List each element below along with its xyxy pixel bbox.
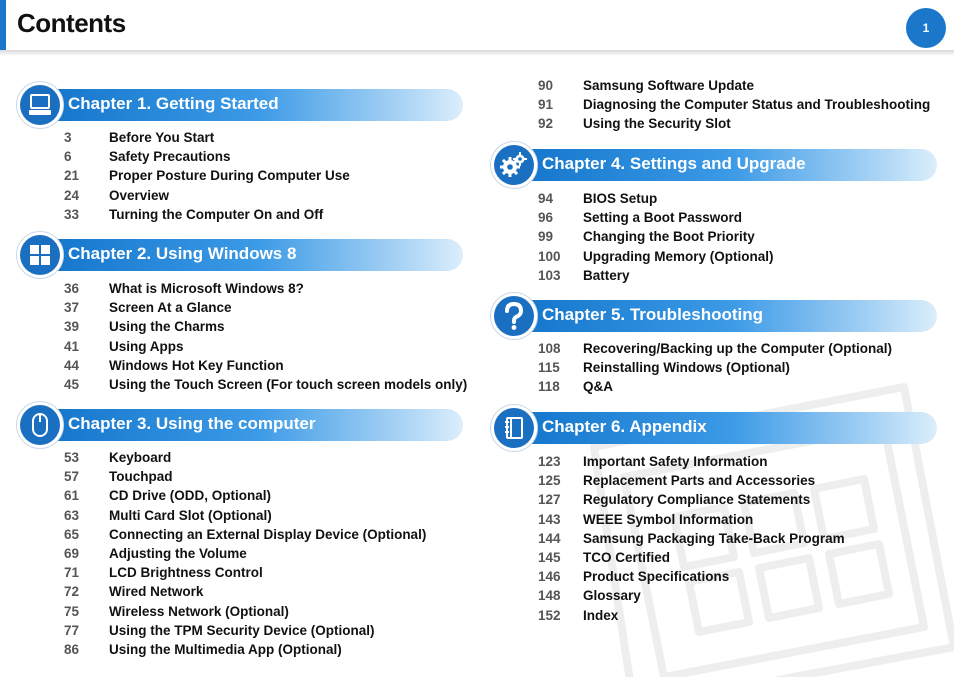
toc-page-number: 53 [64, 450, 80, 465]
toc-page-number: 123 [538, 454, 561, 469]
toc-page-number: 118 [538, 379, 560, 395]
page-number-badge: 1 [906, 8, 946, 48]
toc-page-number: 37 [64, 300, 80, 316]
toc-page-number: 115 [538, 360, 560, 376]
toc-label: Safety Precautions [109, 149, 231, 165]
toc-page-number: 77 [64, 622, 80, 638]
chapter-3-title: Chapter 3. Using the computer [68, 414, 316, 433]
toc-label: Screen At a Glance [109, 300, 232, 316]
toc-page-number: 108 [538, 341, 561, 356]
toc-page-number: 63 [64, 507, 80, 523]
toc-label: Product Specifications [583, 569, 730, 585]
toc-label: Diagnosing the Computer Status and Troubleshooting [583, 97, 931, 113]
toc-page-number: 3 [64, 130, 72, 145]
toc-label: Index [583, 607, 619, 623]
toc-page-number: 146 [538, 569, 561, 585]
toc-page-number: 92 [538, 116, 554, 132]
toc-label: Connecting an External Display Device (Optional) [109, 526, 427, 542]
chapter-5-title: Chapter 5. Troubleshooting [542, 305, 764, 324]
toc-page-number: 127 [538, 492, 561, 508]
laptop-icon [27, 92, 53, 118]
toc-label: TCO Certified [583, 549, 671, 565]
toc-page-number: 91 [538, 97, 554, 113]
toc-label: Using the Multimedia App (Optional) [109, 641, 342, 657]
toc-page-number: 24 [64, 187, 80, 203]
toc-page-number: 36 [64, 281, 80, 296]
chapter-4-header[interactable] [490, 141, 937, 189]
toc-page-number: 57 [64, 469, 80, 485]
toc-page-number: 65 [64, 526, 80, 542]
toc-page-number: 152 [538, 607, 561, 623]
header-divider [0, 50, 954, 56]
toc-page-number: 71 [64, 565, 80, 581]
toc-label: WEEE Symbol Information [583, 511, 754, 527]
toc-label: Overview [109, 187, 170, 203]
toc-label: Reinstalling Windows (Optional) [583, 360, 790, 376]
toc-page-number: 6 [64, 149, 72, 165]
page-title: Contents [17, 8, 126, 38]
toc-page-number: 39 [64, 319, 80, 335]
mouse-icon [28, 411, 52, 439]
toc-label: Adjusting the Volume [109, 545, 247, 561]
toc-label: Using the Security Slot [583, 116, 731, 132]
toc-label: Glossary [583, 588, 641, 604]
windows-logo-icon [28, 243, 52, 267]
chapter-2-header[interactable] [16, 231, 463, 279]
toc-label: What is Microsoft Windows 8? [109, 281, 304, 296]
toc-page-number: 145 [538, 549, 561, 565]
chapter-5-header[interactable] [490, 292, 937, 340]
toc-label: Using the Touch Screen (For touch screen models only) [109, 376, 468, 392]
toc-page-number: 144 [538, 530, 561, 546]
toc-page-number: 143 [538, 511, 561, 527]
gears-icon [499, 150, 529, 180]
toc-page-number: 96 [538, 210, 554, 226]
toc-page-number: 148 [538, 588, 561, 604]
toc-label: Turning the Computer On and Off [109, 206, 324, 222]
toc-label: Proper Posture During Computer Use [109, 168, 350, 184]
toc-label: Changing the Boot Priority [583, 229, 755, 245]
chapter-1-title: Chapter 1. Getting Started [68, 94, 279, 113]
chapter-4-title: Chapter 4. Settings and Upgrade [542, 154, 806, 173]
toc-page-number: 100 [538, 248, 561, 264]
chapter-6-title: Chapter 6. Appendix [542, 417, 707, 436]
toc-label: Q&A [583, 379, 613, 395]
toc-page-number: 94 [538, 191, 554, 206]
toc-label: Multi Card Slot (Optional) [109, 507, 272, 523]
toc-label: Wireless Network (Optional) [109, 603, 289, 619]
chapter-6-header[interactable] [490, 404, 937, 452]
toc-page-number: 99 [538, 229, 554, 245]
chapter-3-header[interactable] [16, 401, 463, 449]
toc-label: Before You Start [109, 130, 215, 145]
chapter-2-title: Chapter 2. Using Windows 8 [68, 244, 297, 263]
toc-label: Replacement Parts and Accessories [583, 473, 816, 489]
toc-page-number: 44 [64, 357, 80, 373]
toc-label: Samsung Packaging Take-Back Program [583, 530, 845, 546]
toc-label: Windows Hot Key Function [109, 357, 284, 373]
toc-label: Samsung Software Update [583, 78, 755, 93]
toc-page-number: 75 [64, 603, 80, 619]
toc-label: Using the Charms [109, 319, 225, 335]
toc-label: LCD Brightness Control [109, 565, 263, 581]
toc-page-number: 61 [64, 488, 80, 504]
toc-page-number: 125 [538, 473, 561, 489]
chapter-1-header[interactable] [16, 81, 463, 129]
toc-label: BIOS Setup [583, 191, 658, 206]
toc-label: Wired Network [109, 584, 204, 600]
header-accent-bar [0, 0, 6, 50]
toc-page-number: 69 [64, 545, 80, 561]
question-mark-icon [501, 301, 527, 331]
toc-label: Using the TPM Security Device (Optional) [109, 622, 375, 638]
toc-page-number: 103 [538, 267, 561, 283]
toc-page-number: 21 [64, 168, 80, 184]
toc-label: Keyboard [109, 450, 172, 465]
toc-label: Setting a Boot Password [583, 210, 743, 226]
toc-label: Battery [583, 267, 630, 283]
toc-label: CD Drive (ODD, Optional) [109, 488, 272, 504]
toc-label: Recovering/Backing up the Computer (Optional) [583, 341, 893, 356]
toc-label: Touchpad [109, 469, 173, 485]
toc-page-number: 41 [64, 338, 80, 354]
notebook-icon [502, 415, 526, 441]
toc-label: Important Safety Information [583, 454, 768, 469]
toc-label: Regulatory Compliance Statements [583, 492, 811, 508]
toc-page-number: 45 [64, 376, 80, 392]
toc-label: Using Apps [109, 338, 184, 354]
toc-page-number: 33 [64, 206, 80, 222]
toc-page-number: 72 [64, 584, 80, 600]
toc-page-number: 86 [64, 641, 80, 657]
toc-label: Upgrading Memory (Optional) [583, 248, 774, 264]
toc-page-number: 90 [538, 78, 554, 93]
